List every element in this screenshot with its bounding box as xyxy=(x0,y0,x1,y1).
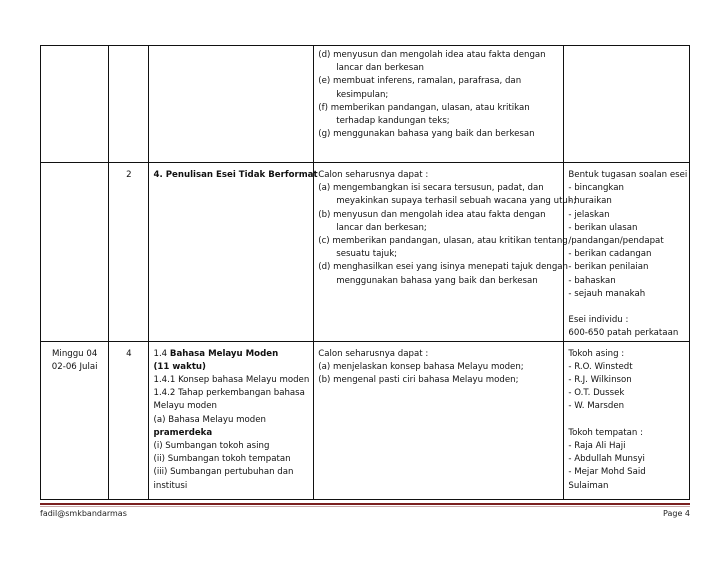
outcome-line: (b) menyusun dan mengolah idea atau fakta dengan xyxy=(318,209,546,220)
footer-email: fadil@smkbandarmas xyxy=(40,509,127,518)
table-row xyxy=(41,163,690,342)
note-line: - berikan penilaian xyxy=(568,262,649,273)
outcome-line: (g) menggunakan bahasa yang baik dan berkesan xyxy=(318,129,535,140)
topic-line: 1.4.2 Tahap perkembangan bahasa xyxy=(153,388,305,399)
topic-line: (11 waktu) xyxy=(153,361,206,372)
topic-cell xyxy=(149,46,314,163)
note-line: - bincangkan xyxy=(568,183,624,194)
note-line: Bentuk tugasan soalan esei xyxy=(568,170,688,180)
outcome-line: (a) menjelaskan konsep bahasa Melayu moden; xyxy=(318,361,524,372)
outcome-line: (d) menghasilkan esei yang isinya menepati tajuk dengan xyxy=(318,262,568,273)
topic-cell xyxy=(149,341,314,499)
topic-line: (ii) Sumbangan tokoh tempatan xyxy=(153,454,291,465)
hours-cell xyxy=(109,163,149,342)
topic-title: Bahasa Melayu Moden xyxy=(169,348,279,359)
outcome-line: (d) menyusun dan mengolah idea atau fakta dengan xyxy=(318,50,546,60)
topic-cell xyxy=(149,163,318,342)
outcome-line: Calon seharusnya dapat : xyxy=(318,348,429,359)
topic-line: Melayu moden xyxy=(153,401,217,412)
note-line: Tokoh tempatan : xyxy=(568,427,644,438)
note-line: - O.T. Dussek xyxy=(568,388,625,399)
note-line: - bahaskan xyxy=(568,275,616,286)
note-line: - sejauh manakah xyxy=(568,288,646,299)
footer-page-number: Page 4 xyxy=(663,509,690,518)
note-line: - Raja Ali Haji xyxy=(568,441,626,452)
outcome-line: (f) memberikan pandangan, ulasan, atau kritikan xyxy=(318,102,530,113)
hours-cell xyxy=(109,46,149,163)
note-line: - W. Marsden xyxy=(568,401,625,412)
note-line: Esei individu : xyxy=(568,315,629,326)
week-cell xyxy=(41,341,109,499)
note-line: - huraikan xyxy=(568,196,612,207)
week-text: 02-06 Julai xyxy=(51,361,98,372)
syllabus-table xyxy=(40,45,690,500)
hours-text: 2 xyxy=(126,170,132,180)
outcome-line: (e) membuat inferens, ramalan, parafrasa, dan xyxy=(318,76,522,87)
note-line: - jelaskan xyxy=(568,209,610,220)
outcome-line: lancar dan berkesan; xyxy=(336,222,427,233)
notes-cell xyxy=(564,163,690,342)
outcome-line: (b) mengenal pasti ciri bahasa Melayu moden; xyxy=(318,375,519,386)
week-cell xyxy=(41,163,109,342)
note-line: - Abdullah Munsyi xyxy=(568,454,645,465)
outcome-line: menggunakan bahasa yang baik dan berkesan xyxy=(336,275,538,286)
topic-line: 1.4.1 Konsep bahasa Melayu moden xyxy=(153,375,310,386)
note-line xyxy=(568,301,685,314)
hours-cell xyxy=(109,341,149,499)
hours-text: 4 xyxy=(126,348,132,359)
table-row xyxy=(41,46,690,163)
topic-line: 4. Penulisan Esei Tidak Berformat xyxy=(153,170,318,180)
note-line: - berikan ulasan xyxy=(568,222,638,233)
outcome-line: terhadap kandungan teks; xyxy=(336,116,450,127)
outcome-line: (c) memberikan pandangan, ulasan, atau kritikan tentang xyxy=(318,236,568,247)
outcome-line: lancar dan berkesan xyxy=(336,63,424,74)
footer-rule xyxy=(40,503,690,505)
topic-line: institusi xyxy=(153,480,188,491)
notes-cell xyxy=(564,46,690,163)
outcome-line: Calon seharusnya dapat : xyxy=(318,170,429,180)
outcomes-cell xyxy=(314,46,564,163)
note-line: - R.J. Wilkinson xyxy=(568,375,632,386)
note-line: Sulaiman xyxy=(568,480,609,491)
outcomes-cell xyxy=(314,163,577,342)
topic-line: (a) Bahasa Melayu moden xyxy=(153,414,266,425)
footer-rule-light xyxy=(40,506,690,507)
note-line: - R.O. Winstedt xyxy=(568,361,633,372)
hours-text xyxy=(109,46,148,49)
outcome-line: meyakinkan supaya terhasil sebuah wacana yang utuh; xyxy=(336,196,577,207)
outcome-line: kesimpulan; xyxy=(336,89,389,100)
note-line xyxy=(568,414,685,427)
outcomes-cell xyxy=(314,341,564,499)
note-line: - Mejar Mohd Said xyxy=(568,467,646,478)
note-line: /pandangan/pendapat xyxy=(568,236,664,247)
note-line: - berikan cadangan xyxy=(568,249,652,260)
topic-line: (i) Sumbangan tokoh asing xyxy=(153,441,270,452)
note-line: Tokoh asing : xyxy=(568,348,625,359)
outcome-line: (a) mengembangkan isi secara tersusun, padat, dan xyxy=(318,183,544,194)
notes-cell xyxy=(564,341,690,499)
topic-line: 1.4 Bahasa Melayu Moden xyxy=(153,348,279,359)
topic-line: pramerdeka xyxy=(153,427,213,438)
week-text: Minggu 04 xyxy=(52,348,98,359)
topic-line: (iii) Sumbangan pertubuhan dan xyxy=(153,467,294,478)
week-cell xyxy=(41,46,109,163)
table-row xyxy=(41,341,690,499)
note-line: 600-650 patah perkataan xyxy=(568,328,679,339)
outcome-line: sesuatu tajuk; xyxy=(336,249,398,260)
